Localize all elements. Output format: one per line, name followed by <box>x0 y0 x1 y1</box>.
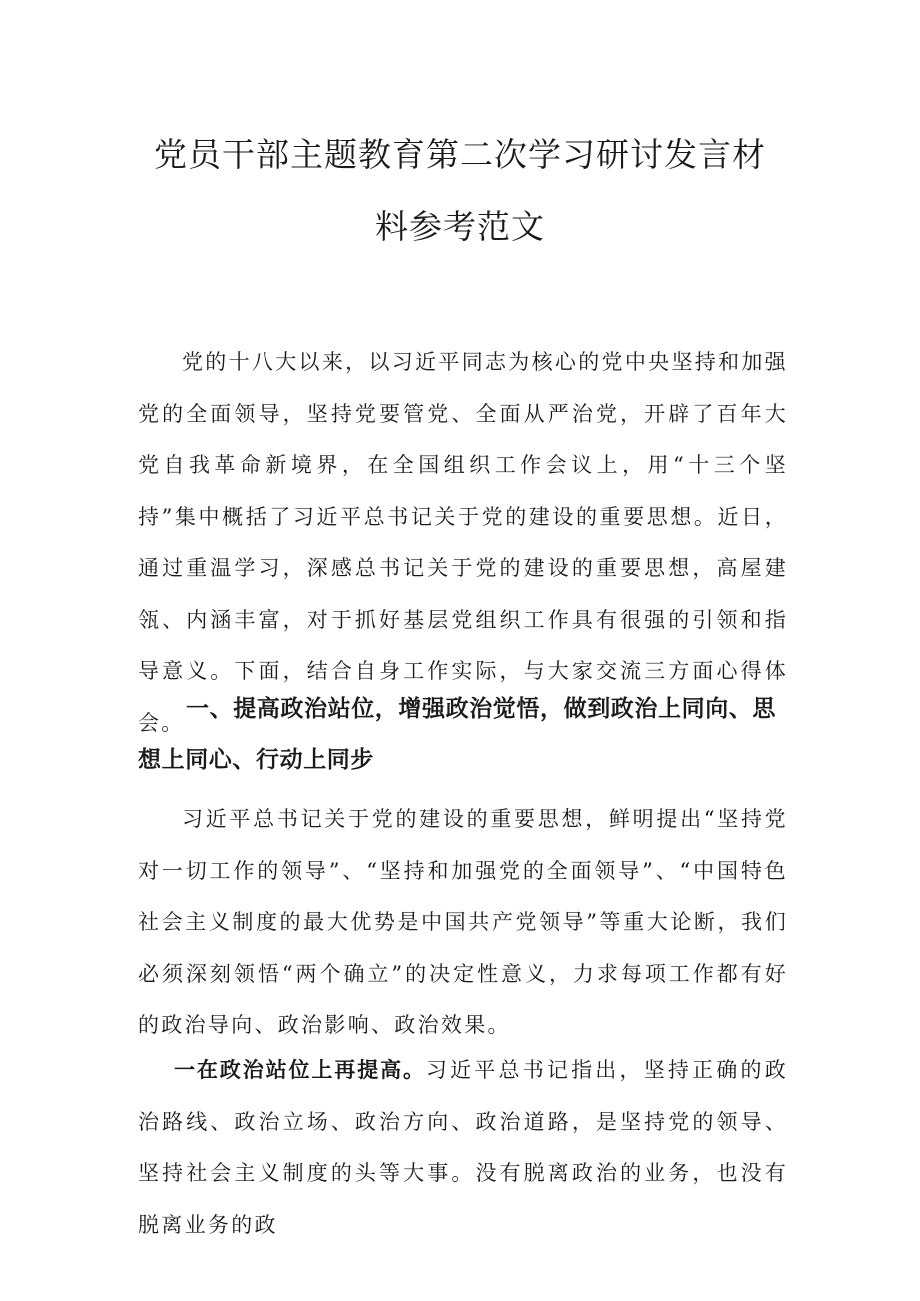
point-body-text: 习近平总书记指出，坚持正确的政治路线、政治立场、政治方向、政治道路，是坚持党的领导、坚持社会主义制度的头等大事。没有脱离政治的业务，也没有脱离业务的政 <box>138 1058 789 1237</box>
section-1-paragraph: 习近平总书记关于党的建设的重要思想，鲜明提出“坚持党对一切工作的领导”、“坚持和加强党的全面领导”、“中国特色社会主义制度的最大优势是中国共产党领导”等重大论断，我们必须深刻领悟“两个确立”的决定性意义，力求每项工作都有好的政治导向、政治影响、政治效果。 <box>138 807 788 1037</box>
document-title-line-2: 料参考范文 <box>375 207 545 246</box>
intro-paragraph: 党的十八大以来，以习近平同志为核心的党中央坚持和加强党的全面领导，坚持党要管党、全面从严治党，开辟了百年大党自我革命新境界，在全国组织工作会议上，用“十三个坚持”集中概括了习近平总书记关于党的建设的重要思想。近日，通过重温学习，深感总书记关于党的建设的重要思想，高屋建瓴、内涵丰富，对于抓好基层党组织工作具有很强的引领和指导意义。下面，结合自身工作实际，与大家交流三方面心得体会。 <box>138 350 788 735</box>
section-heading-1: 一、提高政治站位，增强政治觉悟，做到政治上同向、思想上同心、行动上同步 <box>138 696 776 773</box>
document-title-line-1: 党员干部主题教育第二次学习研讨发言材 <box>154 135 766 174</box>
section-1-point-1-paragraph <box>138 1045 788 1251</box>
point-lead-text: 一在政治站位上再提高。 <box>174 1058 426 1082</box>
